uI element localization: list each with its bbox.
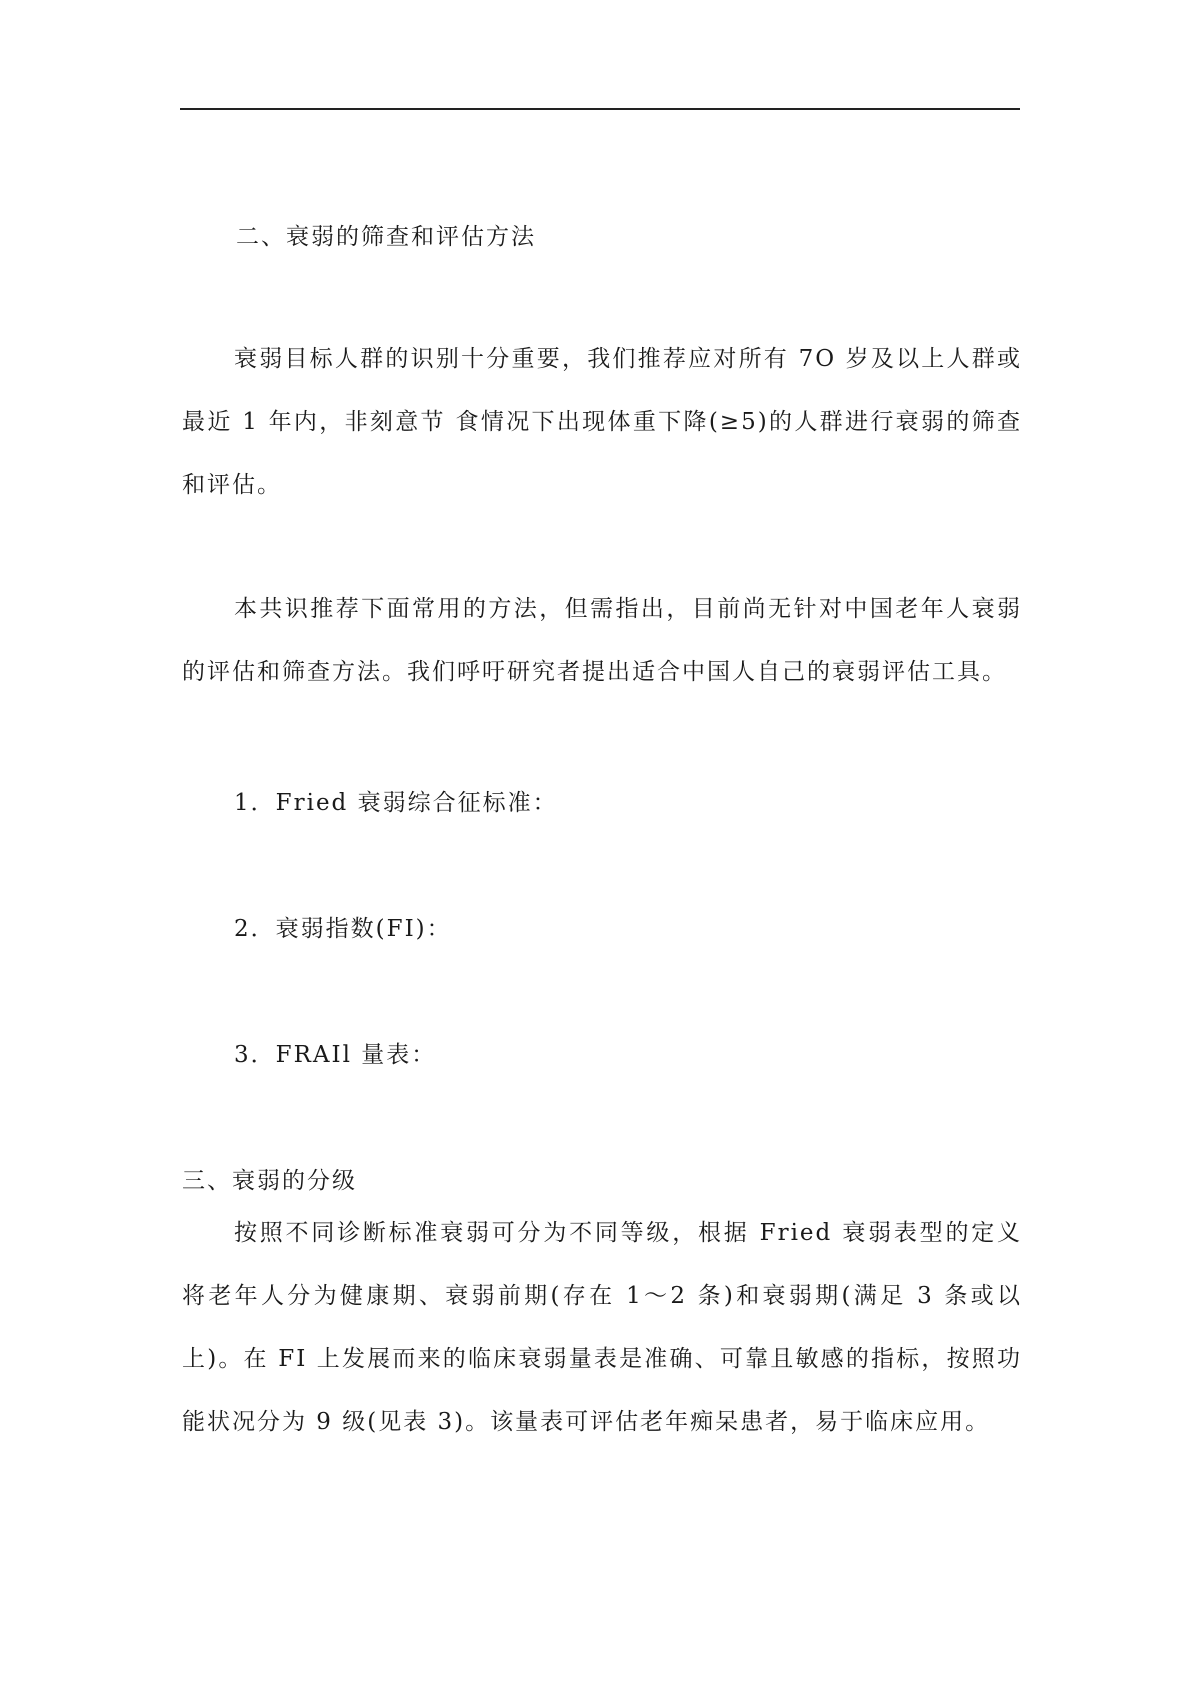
section-3-heading: 三、衰弱的分级	[182, 1168, 357, 1194]
list-item-fried-criteria: 1．Fried 衰弱综合征标准：	[234, 790, 558, 816]
paragraph-frailty-grading: 按照不同诊断标准衰弱可分为不同等级，根据 Fried 衰弱表型的定义将老年人分为健康期、衰弱前期(存在 1～2 条)和衰弱期(满足 3 条或以上)。在 FI 上发展而来的临床衰弱量表是准确、可靠且敏感的指标，按照功能状况分为 9 级(见表 3)。该量表可评估老年痴呆患者，易于临床应用。	[182, 1220, 1023, 1435]
paragraph-target-population: 衰弱目标人群的识别十分重要，我们推荐应对所有 7O 岁及以上人群或最近 1 年内，非刻意节 食情况下出现体重下降(≥5)的人群进行衰弱的筛查和评估。	[182, 346, 1022, 498]
section-2-heading: 二、衰弱的筛查和评估方法	[236, 224, 536, 250]
header-rule	[180, 108, 1020, 110]
list-item-frail-scale: 3．FRAIl 量表：	[234, 1042, 437, 1068]
list-item-frailty-index: 2．衰弱指数(FI)：	[234, 916, 452, 942]
paragraph-recommended-methods: 本共识推荐下面常用的方法，但需指出，目前尚无针对中国老年人衰弱的评估和筛查方法。我们呼吁研究者提出适合中国人自己的衰弱评估工具。	[182, 596, 1022, 685]
